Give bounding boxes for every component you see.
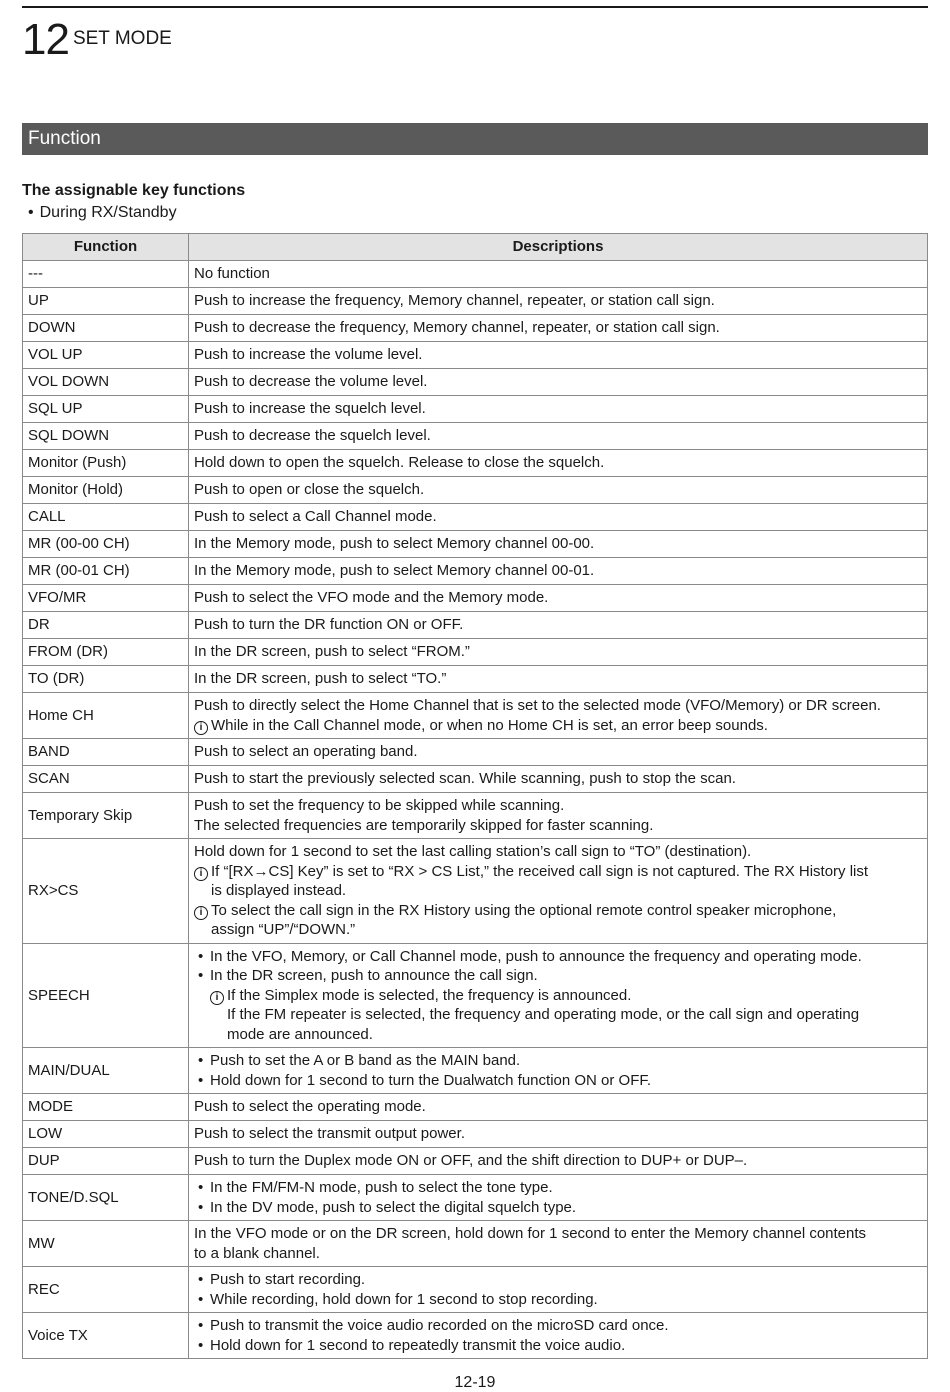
description-text: Hold down for 1 second to turn the Dualwatch function ON or OFF.: [210, 1071, 652, 1089]
note-line: [194, 901, 922, 921]
chapter-title: SET MODE: [72, 28, 172, 49]
description-cell: [189, 396, 928, 423]
description-text: is displayed instead.: [211, 882, 347, 899]
description-text: to a blank channel.: [194, 1244, 320, 1262]
description-line: [194, 534, 922, 554]
table-row: [23, 1267, 928, 1313]
info-icon: i: [210, 991, 224, 1005]
bullet-line: [194, 1071, 922, 1091]
column-header-descriptions: Descriptions: [189, 234, 928, 261]
description-cell: [189, 1221, 928, 1267]
function-cell: TONE/D.SQL: [23, 1175, 189, 1221]
description-cell: [189, 585, 928, 612]
description-text: In the FM/FM-N mode, push to select the tone type.: [210, 1179, 553, 1196]
description-cell: [189, 793, 928, 839]
column-header-function: Function: [23, 234, 189, 261]
table-row: [23, 639, 928, 666]
description-text: If “[RX→CS] Key” is set to “RX > CS List,” the received call sign is not captured. The RX History list: [211, 862, 869, 880]
description-cell: [189, 1048, 928, 1094]
table-row: [23, 261, 928, 288]
bullet-line: [194, 1198, 922, 1218]
table-row: [23, 288, 928, 315]
note-line: [194, 986, 922, 1006]
description-line: [194, 480, 922, 500]
description-line: [194, 816, 922, 836]
function-cell: TO (DR): [23, 666, 189, 693]
description-text: Push to decrease the volume level.: [194, 373, 428, 391]
description-line: [194, 372, 922, 392]
chapter-header: [22, 16, 172, 64]
description-text: In the VFO, Memory, or Call Channel mode, push to announce the frequency and operating mode.: [210, 947, 862, 965]
bullet-icon: •: [198, 1290, 204, 1308]
function-cell: ---: [23, 261, 189, 288]
function-cell: Temporary Skip: [23, 793, 189, 839]
bullet-icon: •: [198, 1179, 204, 1196]
top-rule: [22, 6, 928, 8]
description-line: [194, 669, 922, 689]
function-cell: UP: [23, 288, 189, 315]
note-continuation: [194, 1005, 922, 1025]
function-table: [22, 233, 928, 1359]
table-row: [23, 1121, 928, 1148]
function-cell: CALL: [23, 504, 189, 531]
bullet-line: [194, 966, 922, 986]
function-cell: MR (00-00 CH): [23, 531, 189, 558]
description-line: [194, 769, 922, 789]
function-cell: Voice TX: [23, 1313, 189, 1359]
description-text: If the Simplex mode is selected, the frequency is announced.: [227, 986, 632, 1004]
function-cell: LOW: [23, 1121, 189, 1148]
description-text: In the VFO mode or on the DR screen, hold down for 1 second to enter the Memory channel contents: [194, 1225, 867, 1242]
info-icon: i: [194, 721, 208, 735]
bullet-icon: •: [198, 1071, 204, 1089]
description-line: [194, 399, 922, 419]
bullet-icon: •: [198, 1336, 204, 1354]
description-text: Push to open or close the squelch.: [194, 481, 425, 499]
function-cell: DUP: [23, 1148, 189, 1175]
description-cell: [189, 693, 928, 739]
description-text: Push to decrease the frequency, Memory channel, repeater, or station call sign.: [194, 319, 720, 337]
sub-bullet: [28, 204, 177, 222]
sub-bullet-text: During RX/Standby: [39, 204, 177, 221]
table-row: [23, 558, 928, 585]
bullet-line: [194, 1178, 922, 1198]
description-text: No function: [194, 265, 270, 283]
bullet-icon: •: [198, 947, 204, 965]
table-row: [23, 1221, 928, 1267]
function-cell: VOL UP: [23, 342, 189, 369]
subheading: The assignable key functions: [22, 182, 246, 199]
bullet-icon: •: [198, 1317, 204, 1334]
function-cell: SQL DOWN: [23, 423, 189, 450]
description-cell: [189, 766, 928, 793]
description-cell: [189, 504, 928, 531]
description-line: [194, 453, 922, 473]
description-text: assign “UP”/“DOWN.”: [211, 921, 356, 938]
description-cell: [189, 315, 928, 342]
description-cell: [189, 558, 928, 585]
description-cell: [189, 261, 928, 288]
description-text: Push to set the A or B band as the MAIN band.: [210, 1052, 521, 1069]
table-row: [23, 793, 928, 839]
description-text: Push to turn the Duplex mode ON or OFF, and the shift direction to DUP+ or DUP–.: [194, 1152, 748, 1170]
description-cell: [189, 1094, 928, 1121]
function-cell: Monitor (Hold): [23, 477, 189, 504]
description-text: Push to turn the DR function ON or OFF.: [194, 616, 464, 634]
description-line: [194, 615, 922, 635]
bullet-icon: •: [198, 967, 204, 984]
description-line: [194, 1097, 922, 1117]
table-row: [23, 504, 928, 531]
function-cell: FROM (DR): [23, 639, 189, 666]
description-line: [194, 561, 922, 581]
description-line: [194, 318, 922, 338]
description-cell: [189, 612, 928, 639]
table-row: [23, 943, 928, 1048]
table-row: [23, 739, 928, 766]
description-line: [194, 291, 922, 311]
description-text: The selected frequencies are temporarily skipped for faster scanning.: [194, 816, 654, 834]
table-row: [23, 693, 928, 739]
table-row: [23, 1148, 928, 1175]
function-cell: MW: [23, 1221, 189, 1267]
function-cell: DOWN: [23, 315, 189, 342]
description-text: Hold down for 1 second to set the last calling station’s call sign to “TO” (destination).: [194, 843, 752, 860]
table-row: [23, 369, 928, 396]
description-text: Push to select the operating mode.: [194, 1098, 426, 1116]
description-cell: [189, 531, 928, 558]
table-row: [23, 423, 928, 450]
description-line: [194, 588, 922, 608]
description-text: In the Memory mode, push to select Memory channel 00-01.: [194, 562, 595, 580]
description-cell: [189, 450, 928, 477]
description-line: [194, 345, 922, 365]
table-row: [23, 342, 928, 369]
description-line: [194, 1224, 922, 1244]
table-row: [23, 1094, 928, 1121]
description-text: Hold down to open the squelch. Release to close the squelch.: [194, 454, 605, 472]
table-row: [23, 839, 928, 944]
description-text: While recording, hold down for 1 second to stop recording.: [210, 1290, 598, 1308]
function-cell: REC: [23, 1267, 189, 1313]
description-text: While in the Call Channel mode, or when no Home CH is set, an error beep sounds.: [211, 716, 768, 734]
bullet-line: [194, 1290, 922, 1310]
description-text: Hold down for 1 second to repeatedly transmit the voice audio.: [210, 1336, 626, 1354]
description-text: Push to decrease the squelch level.: [194, 427, 431, 445]
description-text: In the DR screen, push to select “FROM.”: [194, 643, 470, 661]
description-text: To select the call sign in the RX History using the optional remote control speaker microphone,: [211, 901, 837, 919]
description-cell: [189, 342, 928, 369]
table-row: [23, 531, 928, 558]
description-cell: [189, 739, 928, 766]
note-continuation: [194, 1025, 922, 1045]
function-cell: MAIN/DUAL: [23, 1048, 189, 1094]
bullet-icon: •: [198, 1271, 204, 1288]
description-cell: [189, 666, 928, 693]
description-cell: [189, 423, 928, 450]
table-row: [23, 1313, 928, 1359]
bullet-line: [194, 947, 922, 967]
description-line: [194, 1151, 922, 1171]
description-text: In the DR screen, push to select “TO.”: [194, 670, 447, 688]
description-cell: [189, 477, 928, 504]
page-number: 12-19: [454, 1374, 496, 1391]
table-row: [23, 450, 928, 477]
description-line: [194, 1124, 922, 1144]
description-text: Push to start recording.: [210, 1271, 366, 1288]
table-row: [23, 585, 928, 612]
function-cell: MODE: [23, 1094, 189, 1121]
description-line: [194, 426, 922, 446]
description-cell: [189, 839, 928, 944]
description-line: [194, 1244, 922, 1264]
description-text: Push to select the VFO mode and the Memory mode.: [194, 589, 549, 607]
function-cell: SPEECH: [23, 943, 189, 1048]
note-continuation: [194, 881, 922, 901]
function-cell: Home CH: [23, 693, 189, 739]
description-text: Push to select a Call Channel mode.: [194, 508, 437, 526]
description-text: In the DV mode, push to select the digital squelch type.: [210, 1198, 577, 1216]
bullet-icon: •: [198, 1198, 204, 1216]
info-icon: i: [194, 867, 208, 881]
bullet-line: [194, 1270, 922, 1290]
section-title-bar: Function: [22, 123, 928, 155]
description-text: Push to increase the volume level.: [194, 346, 423, 364]
description-text: Push to increase the squelch level.: [194, 400, 426, 418]
description-text: Push to set the frequency to be skipped while scanning.: [194, 797, 565, 814]
table-row: [23, 315, 928, 342]
note-line: [194, 716, 922, 736]
description-cell: [189, 1175, 928, 1221]
description-line: [194, 264, 922, 284]
table-row: [23, 1048, 928, 1094]
description-text: Push to select an operating band.: [194, 743, 418, 761]
description-line: [194, 742, 922, 762]
table-row: [23, 766, 928, 793]
note-continuation: [194, 920, 922, 940]
description-line: [194, 696, 922, 716]
table-row: [23, 477, 928, 504]
bullet-line: [194, 1316, 922, 1336]
description-cell: [189, 1148, 928, 1175]
description-text: Push to increase the frequency, Memory channel, repeater, or station call sign.: [194, 292, 715, 310]
bullet-line: [194, 1336, 922, 1356]
function-cell: VFO/MR: [23, 585, 189, 612]
description-text: Push to directly select the Home Channel that is set to the selected mode (VFO/Memory) or DR screen.: [194, 697, 881, 714]
description-text: In the DR screen, push to announce the call sign.: [210, 967, 538, 984]
info-icon: i: [194, 906, 208, 920]
function-cell: SQL UP: [23, 396, 189, 423]
description-text: mode are announced.: [227, 1025, 373, 1043]
description-cell: [189, 288, 928, 315]
description-cell: [189, 1313, 928, 1359]
description-text: If the FM repeater is selected, the frequency and operating mode, or the call sign and operating: [227, 1006, 860, 1023]
function-cell: RX>CS: [23, 839, 189, 944]
description-cell: [189, 369, 928, 396]
function-cell: MR (00-01 CH): [23, 558, 189, 585]
function-cell: Monitor (Push): [23, 450, 189, 477]
bullet-icon: •: [28, 204, 34, 221]
function-cell: BAND: [23, 739, 189, 766]
table-header-row: [23, 234, 928, 261]
description-cell: [189, 639, 928, 666]
table-row: [23, 1175, 928, 1221]
table-row: [23, 612, 928, 639]
description-cell: [189, 1267, 928, 1313]
description-line: [194, 796, 922, 816]
description-line: [194, 842, 922, 862]
description-text: Push to transmit the voice audio recorded on the microSD card once.: [210, 1317, 669, 1334]
table-row: [23, 666, 928, 693]
chapter-number: 12: [22, 15, 69, 64]
description-line: [194, 507, 922, 527]
description-text: Push to select the transmit output power.: [194, 1125, 465, 1143]
description-cell: [189, 943, 928, 1048]
function-cell: SCAN: [23, 766, 189, 793]
description-cell: [189, 1121, 928, 1148]
function-cell: VOL DOWN: [23, 369, 189, 396]
description-line: [194, 642, 922, 662]
function-cell: DR: [23, 612, 189, 639]
bullet-icon: •: [198, 1052, 204, 1069]
table-body: [23, 261, 928, 1359]
description-text: Push to start the previously selected scan. While scanning, push to stop the scan.: [194, 770, 736, 788]
description-text: In the Memory mode, push to select Memory channel 00-00.: [194, 535, 595, 553]
note-line: [194, 862, 922, 882]
bullet-line: [194, 1051, 922, 1071]
table-row: [23, 396, 928, 423]
